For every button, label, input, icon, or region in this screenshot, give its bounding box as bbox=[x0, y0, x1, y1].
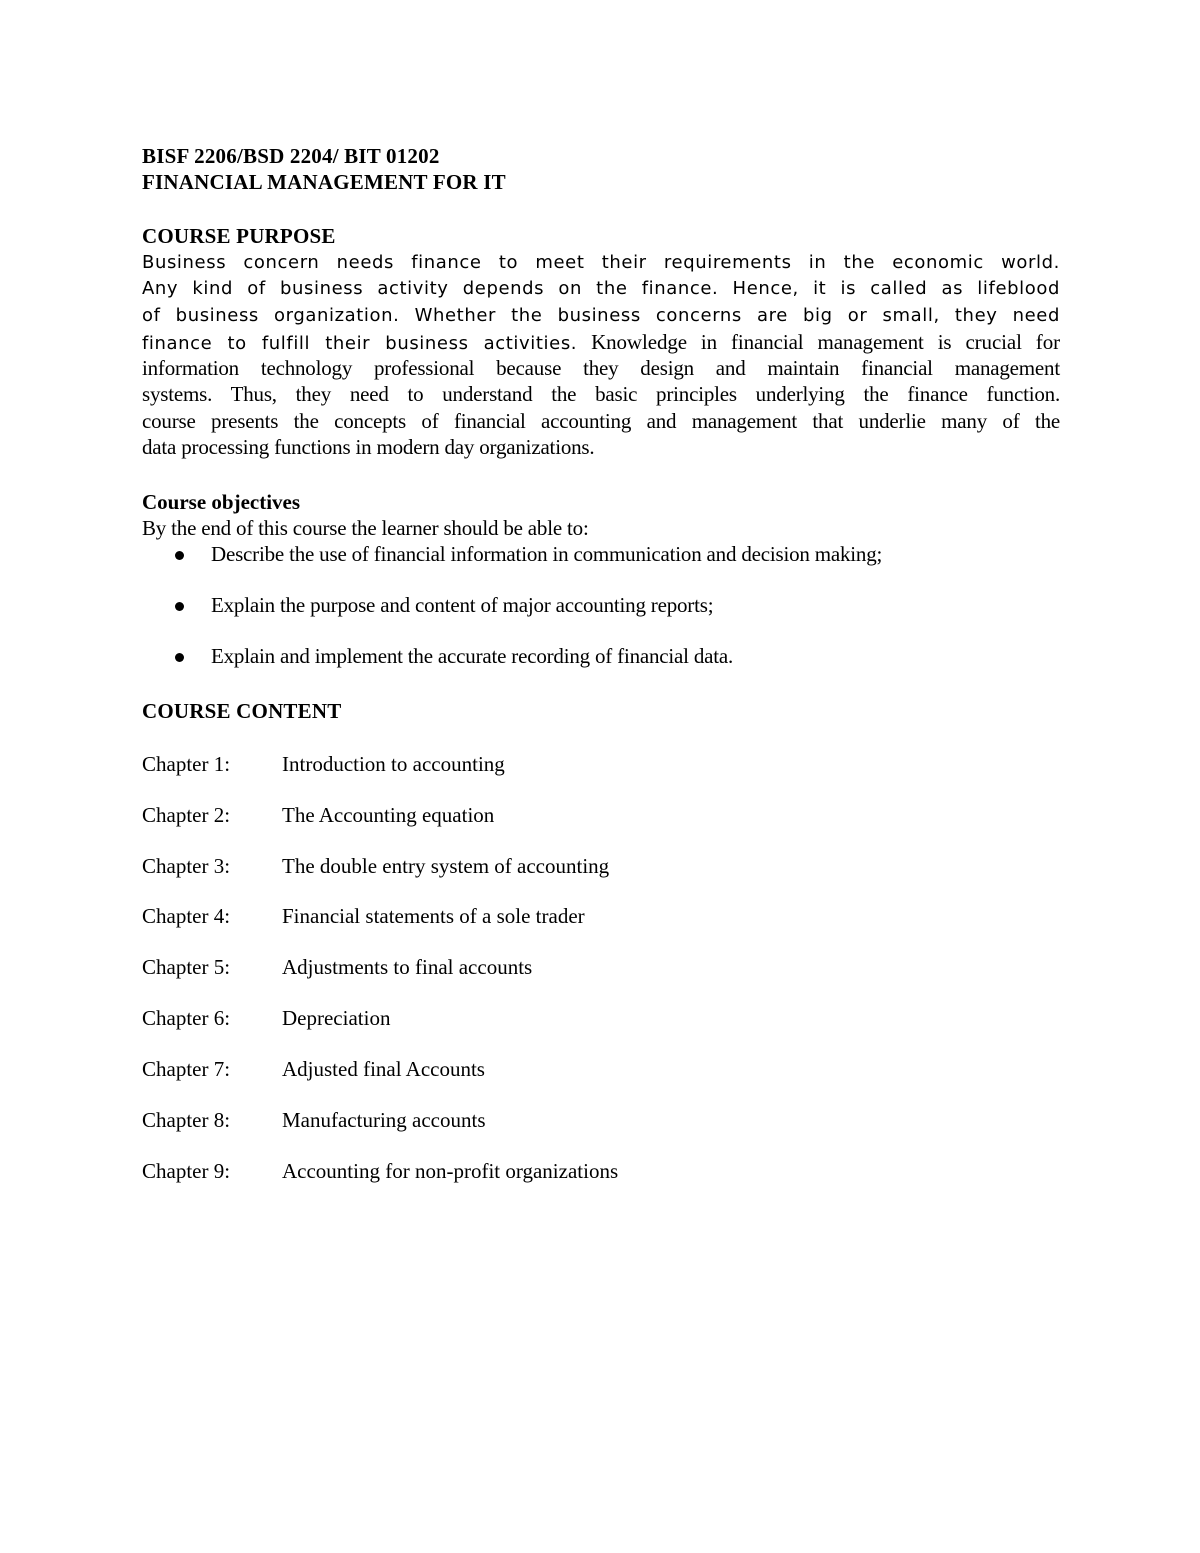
purpose-line: Any kind of business activity depends on the finance. Hence, it is called as lifeblood bbox=[142, 278, 1060, 300]
purpose-line: course presents the concepts of financial accounting and management that underlie many of the bbox=[142, 408, 1060, 433]
course-content-heading: COURSE CONTENT bbox=[142, 699, 342, 723]
chapter-number: Chapter 9: bbox=[142, 1159, 231, 1183]
objective-text: Explain and implement the accurate recording of financial data. bbox=[211, 644, 734, 668]
chapter-row bbox=[142, 955, 842, 983]
objectives-heading: Course objectives bbox=[142, 490, 301, 514]
chapter-number: Chapter 5: bbox=[142, 955, 231, 979]
chapter-row bbox=[142, 1006, 842, 1034]
chapter-title: Adjustments to final accounts bbox=[282, 955, 533, 979]
chapter-title: The double entry system of accounting bbox=[282, 854, 610, 878]
purpose-line-sans-part: finance to fulfill their business activities. bbox=[142, 332, 578, 354]
bullet-icon bbox=[175, 653, 184, 662]
chapter-title: Depreciation bbox=[282, 1006, 391, 1030]
objective-text: Describe the use of financial information in communication and decision making; bbox=[211, 542, 883, 566]
chapter-row bbox=[142, 1108, 842, 1136]
chapter-title: Manufacturing accounts bbox=[282, 1108, 486, 1132]
chapter-number: Chapter 7: bbox=[142, 1057, 231, 1081]
objectives-intro: By the end of this course the learner should be able to: bbox=[142, 516, 589, 540]
course-purpose-paragraph bbox=[142, 250, 1060, 460]
chapter-title: Adjusted final Accounts bbox=[282, 1057, 485, 1081]
chapter-title: The Accounting equation bbox=[282, 803, 495, 827]
chapter-number: Chapter 2: bbox=[142, 803, 231, 827]
chapter-number: Chapter 6: bbox=[142, 1006, 231, 1030]
chapter-row bbox=[142, 1159, 842, 1187]
chapter-title: Accounting for non-profit organizations bbox=[282, 1159, 619, 1183]
chapter-row bbox=[142, 854, 842, 882]
course-title: FINANCIAL MANAGEMENT FOR IT bbox=[142, 170, 506, 194]
chapter-number: Chapter 1: bbox=[142, 752, 231, 776]
chapter-title: Introduction to accounting bbox=[282, 752, 505, 776]
purpose-line: of business organization. Whether the business concerns are big or small, they need bbox=[142, 304, 1060, 326]
chapter-number: Chapter 3: bbox=[142, 854, 231, 878]
chapter-row bbox=[142, 803, 842, 831]
bullet-icon bbox=[175, 551, 184, 560]
purpose-line: systems. Thus, they need to understand the basic principles underlying the finance function. bbox=[142, 382, 1060, 407]
objective-text: Explain the purpose and content of major accounting reports; bbox=[211, 593, 714, 617]
chapter-number: Chapter 4: bbox=[142, 904, 231, 928]
purpose-line: data processing functions in modern day organizations. bbox=[142, 435, 595, 460]
course-purpose-heading: COURSE PURPOSE bbox=[142, 224, 336, 248]
purpose-line: Business concern needs finance to meet their requirements in the economic world. bbox=[142, 252, 1060, 273]
chapter-row bbox=[142, 1057, 842, 1085]
purpose-line: information technology professional because they design and maintain financial management bbox=[142, 356, 1060, 381]
bullet-icon bbox=[175, 602, 184, 611]
course-codes: BISF 2206/BSD 2204/ BIT 01202 bbox=[142, 144, 440, 168]
chapter-title: Financial statements of a sole trader bbox=[282, 904, 585, 928]
chapter-row bbox=[142, 904, 842, 932]
chapter-row bbox=[142, 752, 842, 780]
purpose-line-serif-part: Knowledge in financial management is crucial for bbox=[577, 329, 1060, 354]
chapter-number: Chapter 8: bbox=[142, 1108, 231, 1132]
purpose-mixed-line bbox=[142, 329, 1060, 355]
